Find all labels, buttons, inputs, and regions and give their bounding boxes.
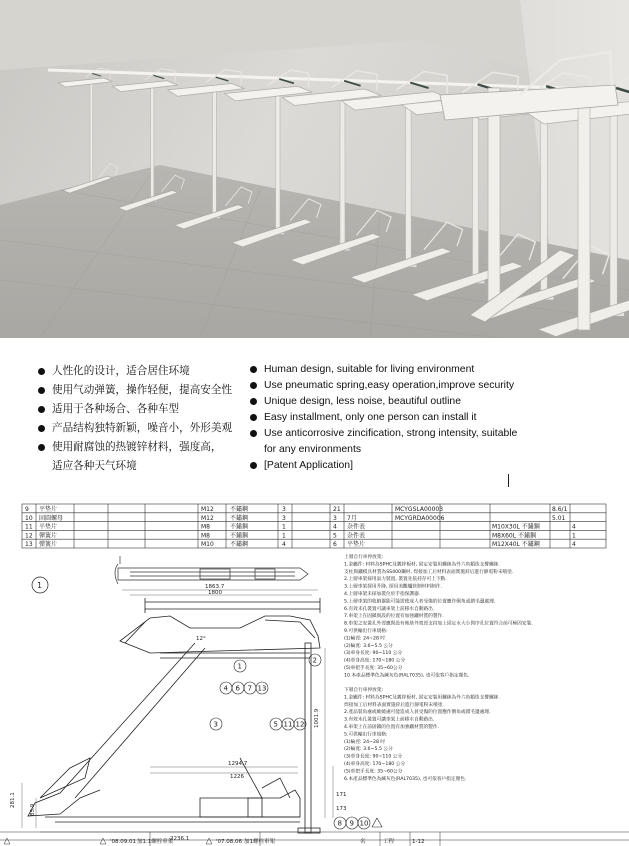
note-line: 10.本產品標準色為緘灰色(RAL7035), 也可依客戶指定顏色.: [344, 673, 470, 679]
top-view: [115, 556, 308, 584]
dim-h-b: 171: [336, 792, 347, 798]
rack-post: [151, 87, 154, 201]
rack-post: [213, 91, 217, 217]
balloon-label: 4: [223, 684, 228, 693]
part-no: 10: [25, 514, 33, 522]
balloon-main-label: 1: [37, 581, 43, 590]
dim-h-d: 85.9: [30, 803, 36, 816]
part-no: 12: [25, 532, 33, 540]
bullet-icon: [38, 444, 45, 451]
note-line: 8.車架之安裝孔外徑應與設有地基外寬徑支持加上固定永大小與序孔位置符合前可極固安裝.: [344, 621, 533, 627]
part-name: 平垫片: [347, 541, 366, 549]
part-no: 4: [333, 523, 337, 531]
bullet-icon: [250, 414, 257, 421]
note-line: 2.上層車架採用氣力裝置, 裝置先依持存可上下動.: [344, 577, 447, 583]
note-line: (3)車身長度: 90~110 公分: [344, 754, 403, 760]
bullet-icon: [38, 406, 45, 413]
rack-post: [276, 95, 280, 234]
note-line: 上層自行車停放架:: [344, 555, 384, 560]
feature-item: [38, 400, 232, 419]
note-line: 5.上層車架的收納器能可能需使成人者受傷的位置應作倒角或錯毛邊處理.: [344, 599, 496, 605]
technical-drawing: [0, 498, 629, 846]
bike-rack-photo: [0, 0, 629, 338]
text-cursor: [508, 474, 509, 487]
bullet-icon: [38, 387, 45, 394]
part-material: 不鏽鋼: [230, 506, 249, 513]
bullet-icon: [250, 462, 257, 469]
note-line: 5.可供輸出行車規格:: [344, 732, 388, 738]
balloon-label: 11: [283, 720, 293, 729]
features-chinese-list: [38, 362, 232, 476]
part-material: 不鏽鋼: [230, 514, 249, 522]
part-spec: M10X30L 不鏽鋼: [492, 523, 540, 531]
feature-text: Use anticorrosive zincification, strong intensity, suitable: [264, 428, 518, 439]
note-line: 焊接加工后材料表面實施鋅后進行靜電粉末噴塗.: [344, 702, 444, 708]
dim-len-b: 1226: [230, 774, 244, 780]
part-qty: 3: [282, 514, 286, 522]
revision-date: '08.09.01: [110, 839, 137, 845]
front-post: [578, 100, 590, 330]
feature-text: Unique design, less noise, beautiful outline: [264, 396, 461, 407]
feature-text-continued: 适应各种天气环境: [52, 460, 137, 472]
dim-h-a: 281.1: [10, 792, 16, 808]
part-qty: 8.6/1: [552, 506, 568, 513]
rack-post: [340, 99, 345, 250]
note-line: 7.車架上在固鎖與設的位置有加強鐵材質的製作.: [344, 614, 444, 620]
title-block-text: [110, 837, 424, 845]
part-spec: M10: [201, 541, 214, 549]
dimension-labels: [10, 584, 347, 842]
part-no: 21: [333, 506, 341, 513]
balloon-label: 1: [237, 662, 242, 671]
feature-item: [38, 381, 232, 400]
balloon-label: 12: [295, 720, 305, 729]
dim-len-a: 1294.7: [228, 761, 248, 767]
part-qty: 1: [282, 532, 286, 540]
part-no: 5: [333, 532, 337, 540]
feature-item: [250, 394, 517, 410]
part-spec: M8X60L 不鏽鋼: [492, 532, 536, 540]
balloon-label: 10: [359, 819, 369, 828]
note-line: (3)車身長度: 90~110 公分: [344, 651, 403, 657]
note-line: (4)車身高度: 170~180 公分: [344, 762, 406, 767]
part-name: 杂件表: [347, 523, 366, 531]
rack-post: [90, 83, 93, 185]
revision-desc: 加1.1螺栓車架: [137, 839, 174, 845]
note-line: (2)輪寬: 3.6~5.5 公分: [344, 747, 393, 753]
feature-text: 产品结构独特新颖，噪音小，外形美观: [52, 422, 233, 434]
bullet-icon: [250, 366, 257, 373]
rack-post: [473, 107, 479, 283]
bullet-icon: [38, 425, 45, 432]
note-line: 2.產品裝角處或維繞處可能造成人員受傷的位置應作倒角或錯毛邊處理.: [344, 710, 491, 716]
note-line: 4.上層車架未採加裝位於手指保護器.: [344, 592, 421, 597]
features-chinese: [38, 362, 232, 476]
feature-text: Human design, suitable for living environment: [264, 364, 475, 375]
part-name: 彈簧片: [39, 532, 58, 540]
note-line: 4.車架上在前固鎖的位置有加強鐵材質的製作.: [344, 725, 440, 730]
part-qty: 3: [282, 506, 286, 513]
balloon-label: 13: [257, 684, 267, 693]
balloon-label: 5: [273, 720, 278, 729]
part-qty: 1: [282, 523, 286, 531]
title-block: [0, 832, 629, 846]
features-english: [250, 362, 517, 474]
part-code: MCYGRDA00006: [395, 514, 445, 522]
dim-h-e: 1001.9: [314, 708, 320, 728]
part-no: 6: [333, 541, 337, 549]
part-material: 不鏽鋼: [230, 541, 249, 549]
title-label: 名: [360, 839, 366, 845]
part-code: MCYGSLA00003: [395, 506, 444, 513]
dim-width-total: 1863.7: [205, 584, 225, 590]
part-spec: M12X40L 不鏽鋼: [492, 541, 540, 549]
note-line: 3.有效未孔裝置可讓車架上前移水自動路出.: [344, 717, 435, 723]
part-name: 平垫片: [39, 506, 58, 513]
notes-upper: [344, 553, 533, 678]
dim-angle: 12°: [196, 636, 206, 642]
feature-item: [250, 362, 517, 378]
note-line: 下層自行車停放架:: [344, 688, 384, 693]
bullet-icon: [250, 430, 257, 437]
feature-item: [38, 362, 232, 381]
note-line: (4)車身高度: 170~180 公分: [344, 658, 406, 664]
side-view: [28, 598, 320, 833]
feature-item: [38, 438, 232, 476]
balloon-label: 8: [337, 819, 342, 828]
part-qty: 4: [572, 541, 576, 549]
part-no: 13: [25, 541, 33, 549]
dim-h-c: 173: [336, 806, 347, 812]
part-name: 7月: [347, 514, 357, 522]
feature-item: [250, 458, 517, 474]
sheet-number: 1-12: [412, 839, 425, 845]
note-line: 1.金屬件: 材料為SPHC及鍍鋅板材, 固定安裝用螺絲為外六角鎖迭支撐螺絲.: [344, 562, 500, 568]
part-spec: M8: [201, 523, 210, 531]
revision-triangle-icon: [372, 818, 382, 827]
part-name: 杂件表: [347, 532, 366, 540]
note-line: 1.金屬件: 材料為SPHC及鍍鋅板材, 固定安裝用螺絲為外六角鎖迭支撐螺絲.: [344, 695, 500, 701]
part-material: 不鏽鋼: [230, 532, 249, 540]
feature-text: 使用耐腐蚀的热镀锌材料，强度高，: [52, 441, 222, 453]
rack-post: [406, 103, 412, 266]
part-name: 彈簧片: [39, 541, 58, 549]
balloon-label: 9: [349, 819, 354, 828]
part-no: 9: [25, 506, 29, 513]
balloon-label: 2: [312, 656, 317, 665]
note-line: 6.本產品標準色為緘灰色(RAL7035), 也可依客戶指定顏色.: [344, 776, 467, 782]
part-spec: M12: [201, 506, 214, 513]
note-line: (2)輪寬: 3.6~5.5 公分: [344, 643, 393, 649]
part-qty: 1: [572, 532, 576, 540]
parts-table-text: [25, 505, 576, 548]
part-spec: M12: [201, 514, 214, 522]
revision-desc: 加1螺栓車架: [244, 839, 275, 845]
dimension-lines: [22, 590, 333, 832]
part-name: 平垫片: [39, 523, 58, 531]
part-qty: 4: [572, 523, 576, 531]
bullet-icon: [250, 398, 257, 405]
part-no: 11: [25, 523, 33, 531]
balloon-label: 3: [213, 720, 218, 729]
note-line: (5)車把手長度: 35~60公分: [344, 666, 403, 671]
note-line: (1)輪徑: 24~28 吋: [344, 739, 386, 745]
feature-item: [38, 419, 232, 438]
rack-post: [610, 114, 617, 315]
feature-text: [Patent Application]: [264, 460, 353, 471]
feature-text: Use pneumatic spring,easy operation,improve security: [264, 380, 515, 391]
note-line: 6.有效未孔裝置可讓車架上前移水自動路出.: [344, 606, 435, 612]
part-spec: M8: [201, 532, 210, 540]
feature-text-continued: for any environments: [264, 444, 362, 455]
part-no: 3: [333, 514, 337, 522]
part-name: 固圓螺母: [39, 514, 64, 522]
dim-width-inner: 1800: [208, 590, 222, 596]
note-line: 9.可供輸出行車規格:: [344, 629, 388, 634]
feature-text: 使用气动弹簧，操作轻便，提高安全性: [52, 384, 233, 396]
feature-item: [250, 426, 517, 458]
part-material: 不鏽鋼: [230, 523, 249, 531]
feature-text: 人性化的设计，适合居住环境: [52, 365, 190, 377]
note-line: (5)車把手長度: 35~60公分: [344, 769, 403, 775]
feature-item: [250, 378, 517, 394]
features-english-list: [250, 362, 517, 474]
notes-lower: [344, 686, 500, 782]
note-line: 支柱與鐵模具材質為SS400鋼材, 焊接加工后材料表面實施鋅后進行靜電粉末噴塗.: [344, 569, 514, 575]
dim-length-total: 2236.1: [170, 836, 190, 842]
feature-text: Easy installment, only one person can install it: [264, 412, 477, 423]
balloon-label: 7: [247, 684, 252, 693]
bullet-icon: [38, 368, 45, 375]
note-line: (1)輪徑: 24~28 吋: [344, 636, 386, 642]
revision-date: '07.08.06: [216, 839, 243, 845]
part-qty: 4: [282, 541, 286, 549]
feature-item: [250, 410, 517, 426]
title-label: 工程: [383, 839, 395, 845]
feature-text: 适用于各种场合、各种车型: [52, 403, 180, 415]
note-line: 3.上層車架採用升降, 採用美觀爐管制材料制作.: [344, 584, 443, 590]
bullet-icon: [250, 382, 257, 389]
part-qty: 5.01: [552, 514, 566, 522]
balloon-label: 6: [235, 684, 240, 693]
front-post: [488, 88, 500, 303]
